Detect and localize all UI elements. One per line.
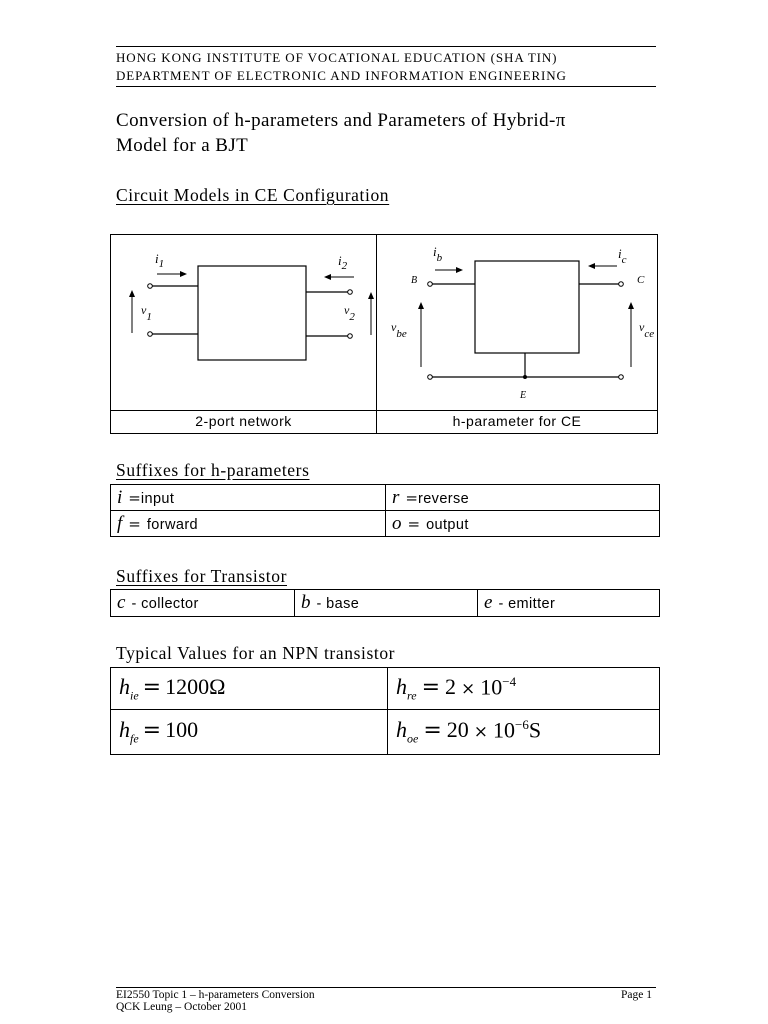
footer-page-number: Page 1 — [621, 989, 652, 1001]
typical-values-heading: Typical Values for an NPN transistor — [116, 643, 396, 663]
collector-terminal — [619, 282, 624, 287]
page-title — [116, 108, 566, 158]
hfe-cell: $h_{fe}$ = 100 — [111, 710, 388, 755]
hoe-cell: $h_{oe}$ = 20 × $10^{-6}S$ — [388, 710, 660, 755]
i2-label: $i_2$ — [338, 253, 348, 272]
h-suffix-cell: r = reverse — [386, 485, 660, 511]
v1-label: v1 — [141, 303, 152, 323]
ib-label: $i_b$ — [433, 244, 443, 264]
circuit-figure-box — [110, 234, 658, 434]
ib-arrowhead — [456, 267, 463, 273]
transistor-suffix-heading: Suffixes for Transistor — [116, 566, 287, 586]
caption-rule — [111, 410, 657, 411]
i1-label: $i_1$ — [155, 251, 165, 270]
footer-rule — [116, 987, 656, 988]
transistor-suffix-cell: e - emitter — [478, 590, 660, 617]
ic-label: $i_c$ — [618, 246, 627, 266]
two-port-network-diagram — [111, 235, 376, 410]
table-row — [111, 590, 660, 617]
vce-label: vce — [639, 320, 655, 340]
table-row — [111, 710, 660, 755]
table-row — [111, 485, 660, 511]
transistor-suffix-cell: b - base — [295, 590, 478, 617]
emitter-label: E — [520, 390, 527, 401]
vce-arrowhead — [628, 302, 634, 309]
hre-cell: $h_{re}$ = 2 × $10^{-4}$ — [388, 668, 660, 710]
port1-top-terminal — [148, 284, 153, 289]
ic-arrowhead — [588, 263, 595, 269]
two-port-box — [198, 266, 306, 360]
left-caption: 2-port network — [195, 413, 292, 429]
h-suffix-heading: Suffixes for h-parameters — [116, 460, 310, 480]
table-row — [111, 511, 660, 537]
transistor-suffix-table — [110, 589, 660, 617]
vbe-label: vbe — [391, 320, 407, 340]
h-suffix-cell: f = forward — [111, 511, 386, 537]
h-suffix-table — [110, 484, 660, 537]
header-top-rule — [116, 46, 656, 47]
ce-h-parameter-diagram — [377, 235, 657, 410]
emitter-junction — [523, 375, 527, 379]
ce-box — [475, 261, 579, 353]
hie-cell: $h_{ie}$ = 1200Ω — [111, 668, 388, 710]
header-bottom-rule — [116, 86, 656, 87]
footer-course: EI2550 Topic 1 – h-parameters Conversion — [116, 989, 315, 1001]
collector-label: C — [637, 274, 645, 286]
footer — [116, 989, 656, 1013]
footer-author: QCK Leung – October 2001 — [116, 1001, 247, 1013]
v1-arrowhead — [129, 290, 135, 297]
i1-arrowhead — [180, 271, 187, 277]
h-suffix-cell: i = input — [111, 485, 386, 511]
port2-bottom-terminal — [348, 334, 353, 339]
port2-top-terminal — [348, 290, 353, 295]
header-institute: HONG KONG INSTITUTE OF VOCATIONAL EDUCATION (SHA TIN) — [116, 50, 558, 65]
vbe-arrowhead — [418, 302, 424, 309]
header-department: DEPARTMENT OF ELECTRONIC AND INFORMATION ENGINEERING — [116, 68, 567, 83]
port1-bottom-terminal — [148, 332, 153, 337]
page-title-line2: Model for a BJT — [116, 135, 249, 156]
v2-arrowhead — [368, 292, 374, 299]
v2-label: v2 — [344, 303, 355, 323]
page-title-line1: Conversion of h-parameters and Parameters of Hybrid-π — [116, 110, 566, 131]
base-label: B — [411, 275, 418, 286]
emitter-left-terminal — [428, 375, 433, 380]
circuit-models-heading: Circuit Models in CE Configuration — [116, 185, 390, 205]
transistor-suffix-cell: c - collector — [111, 590, 295, 617]
table-row — [111, 668, 660, 710]
typical-values-table — [110, 667, 660, 755]
right-caption: h-parameter for CE — [452, 413, 582, 429]
h-suffix-cell: o = output — [386, 511, 660, 537]
i2-arrowhead — [324, 274, 331, 280]
base-terminal — [428, 282, 433, 287]
emitter-right-terminal — [619, 375, 624, 380]
